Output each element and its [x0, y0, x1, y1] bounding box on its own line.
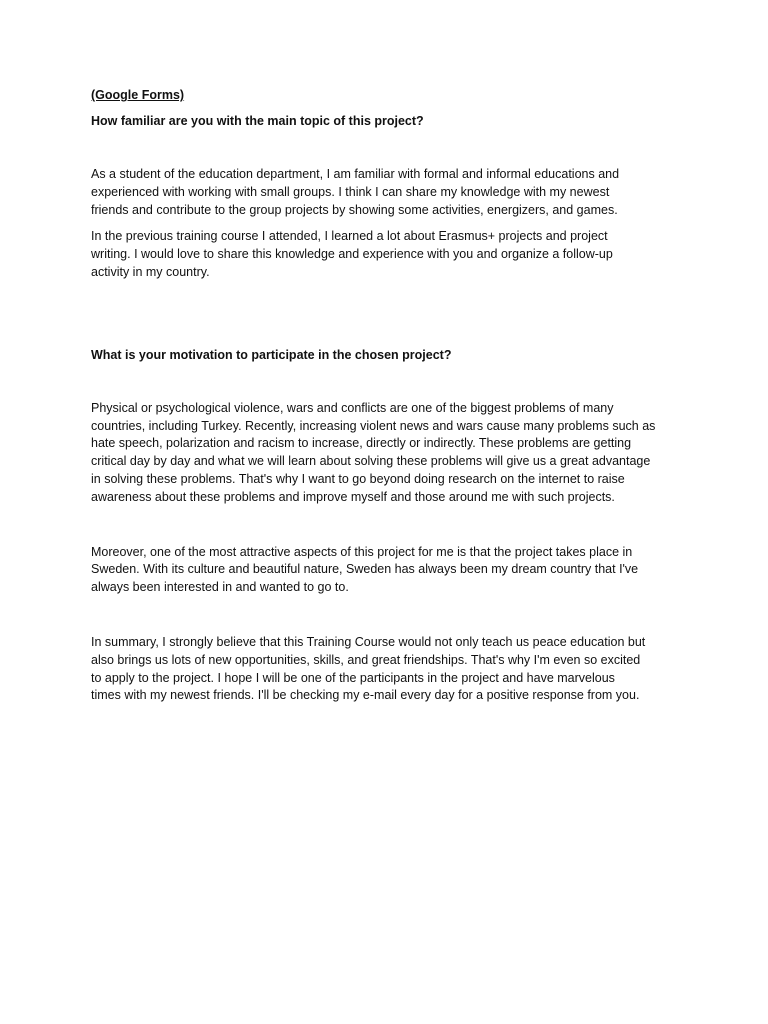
text-line: experienced with working with small groups. I think I can share my knowledge with my newest	[91, 184, 610, 199]
text-line: always been interested in and wanted to go to.	[91, 580, 349, 595]
text-line: countries, including Turkey. Recently, increasing violent news and wars cause many problems such as	[91, 418, 656, 433]
text-line: Moreover, one of the most attractive aspects of this project for me is that the project takes place in	[91, 544, 633, 559]
text-line: Physical or psychological violence, wars and conflicts are one of the biggest problems of many	[91, 400, 614, 415]
text-line: In summary, I strongly believe that this Training Course would not only teach us peace education but	[91, 634, 646, 649]
answer-1-paragraph-2	[91, 228, 691, 281]
text-line: activity in my country.	[91, 264, 210, 279]
text-line: critical day by day and what we will learn about solving these problems will give us a great advantage	[91, 454, 651, 469]
text-line: hate speech, polarization and racism to increase, directly or indirectly. These problems are getting	[91, 436, 632, 451]
text-line: Sweden. With its culture and beautiful nature, Sweden has always been my dream country that I've	[91, 562, 639, 577]
text-line: writing. I would love to share this knowledge and experience with you and organize a follow-up	[91, 247, 613, 262]
text-line: to apply to the project. I hope I will be one of the participants in the project and have marvelous	[91, 670, 615, 685]
answer-1-paragraph-1	[91, 166, 691, 219]
answer-2-paragraph-2	[91, 544, 691, 597]
text-line: in solving these problems. That's why I want to go beyond doing research on the internet to raise	[91, 471, 625, 486]
text-line: times with my newest friends. I'll be checking my e-mail every day for a positive response from you.	[91, 688, 640, 703]
text-line: As a student of the education department, I am familiar with formal and informal educations and	[91, 167, 620, 181]
text-line: awareness about these problems and improve myself and those around me with such projects.	[91, 489, 615, 504]
text-line: friends and contribute to the group projects by showing some activities, energizers, and games.	[91, 202, 618, 217]
form-label: (Google Forms)	[91, 88, 185, 102]
question-1: How familiar are you with the main topic of this project?	[91, 114, 424, 128]
answer-2-paragraph-1	[91, 400, 691, 507]
answer-2-paragraph-3	[91, 634, 691, 705]
document-content	[91, 87, 691, 705]
text-line: In the previous training course I attended, I learned a lot about Erasmus+ projects and project	[91, 229, 608, 244]
question-2: What is your motivation to participate in the chosen project?	[91, 347, 452, 362]
text-line: also brings us lots of new opportunities, skills, and great friendships. That's why I'm even so excited	[91, 652, 641, 667]
